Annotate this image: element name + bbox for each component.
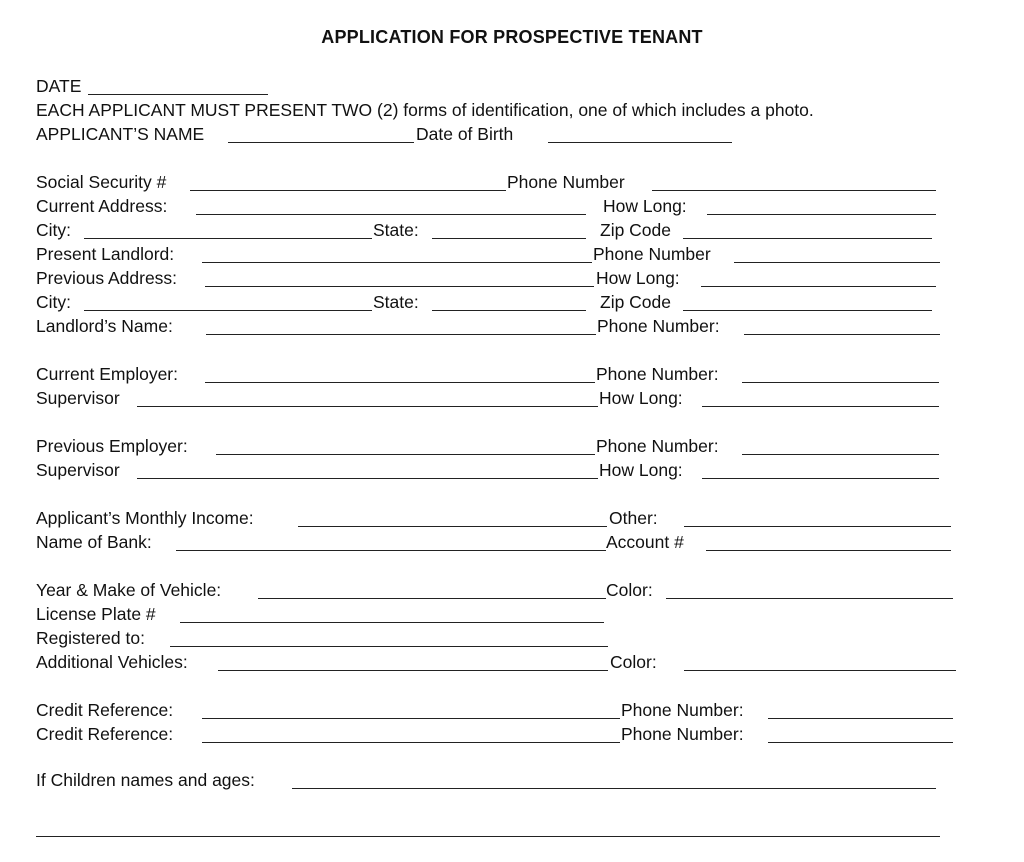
landlord-name-row xyxy=(0,316,1024,340)
supervisor2-label: Supervisor xyxy=(36,460,120,480)
plate-field[interactable] xyxy=(180,622,604,623)
city2-row xyxy=(0,292,1024,316)
vehicle-label: Year & Make of Vehicle: xyxy=(36,580,222,600)
supervisor2-row xyxy=(0,460,1024,484)
prev-how-long-label: How Long: xyxy=(596,268,680,288)
applicant-name-label: APPLICANT’S NAME xyxy=(36,124,205,144)
dob-field[interactable] xyxy=(548,142,732,143)
vehicle-color-label: Color: xyxy=(606,580,653,600)
children-field[interactable] xyxy=(292,788,936,789)
current-how-long-field[interactable] xyxy=(707,214,936,215)
income-field[interactable] xyxy=(298,526,607,527)
vehicle-field[interactable] xyxy=(258,598,606,599)
bank-label: Name of Bank: xyxy=(36,532,152,552)
previous-employer-label: Previous Employer: xyxy=(36,436,188,456)
date-row xyxy=(0,76,1024,100)
previous-employer-row xyxy=(0,436,1024,460)
current-address-field[interactable] xyxy=(196,214,586,215)
vehicle-color-field[interactable] xyxy=(666,598,953,599)
additional-vehicles-row xyxy=(0,652,1024,676)
credit-ref2-field[interactable] xyxy=(202,742,620,743)
id-notice-row xyxy=(0,100,1024,124)
plate-label: License Plate # xyxy=(36,604,156,624)
registered-field[interactable] xyxy=(170,646,608,647)
present-landlord-row xyxy=(0,244,1024,268)
ssn-row xyxy=(0,172,1024,196)
city-field[interactable] xyxy=(84,238,372,239)
plate-row xyxy=(0,604,1024,628)
applicant-name-row xyxy=(0,124,1024,148)
state-field[interactable] xyxy=(432,238,586,239)
phone-field[interactable] xyxy=(652,190,936,191)
account-field[interactable] xyxy=(706,550,951,551)
credit-ref1-phone-field[interactable] xyxy=(768,718,953,719)
supervisor-field[interactable] xyxy=(137,406,598,407)
credit-ref1-label: Credit Reference: xyxy=(36,700,174,720)
landlord-name-phone-label: Phone Number: xyxy=(597,316,720,336)
previous-employer-phone-label: Phone Number: xyxy=(596,436,719,456)
city-row xyxy=(0,220,1024,244)
supervisor-label: Supervisor xyxy=(36,388,120,408)
landlord-name-phone-field[interactable] xyxy=(744,334,940,335)
previous-employer-phone-field[interactable] xyxy=(742,454,939,455)
id-notice: EACH APPLICANT MUST PRESENT TWO (2) forms of identification, one of which includes a photo. xyxy=(36,100,814,120)
credit-ref1-phone-label: Phone Number: xyxy=(621,700,744,720)
dob-label: Date of Birth xyxy=(416,124,514,144)
other-income-label: Other: xyxy=(609,508,658,528)
credit-ref2-label: Credit Reference: xyxy=(36,724,174,744)
vehicle-row xyxy=(0,580,1024,604)
supervisor-how-long-field[interactable] xyxy=(702,406,939,407)
state2-field[interactable] xyxy=(432,310,586,311)
previous-address-row xyxy=(0,268,1024,292)
current-employer-label: Current Employer: xyxy=(36,364,178,384)
city-label: City: xyxy=(36,220,71,240)
state2-label: State: xyxy=(373,292,419,312)
landlord-phone-field[interactable] xyxy=(734,262,940,263)
credit-ref2-phone-field[interactable] xyxy=(768,742,953,743)
phone-label: Phone Number xyxy=(507,172,625,192)
prev-how-long-field[interactable] xyxy=(701,286,936,287)
credit-ref2-row xyxy=(0,724,1024,748)
other-income-field[interactable] xyxy=(684,526,951,527)
landlord-phone-label: Phone Number xyxy=(593,244,711,264)
landlord-name-label: Landlord’s Name: xyxy=(36,316,173,336)
income-row xyxy=(0,508,1024,532)
how-long-label: How Long: xyxy=(603,196,687,216)
current-employer-field[interactable] xyxy=(205,382,595,383)
account-label: Account # xyxy=(606,532,684,552)
previous-address-label: Previous Address: xyxy=(36,268,178,288)
additional-vehicles-field[interactable] xyxy=(218,670,608,671)
zip2-label: Zip Code xyxy=(600,292,672,312)
registered-row xyxy=(0,628,1024,652)
applicant-name-field[interactable] xyxy=(228,142,414,143)
previous-address-field[interactable] xyxy=(205,286,594,287)
date-label: DATE xyxy=(36,76,82,96)
children-label: If Children names and ages: xyxy=(36,770,255,790)
zip2-field[interactable] xyxy=(683,310,932,311)
previous-employer-field[interactable] xyxy=(216,454,595,455)
credit-ref1-row xyxy=(0,700,1024,724)
current-employer-phone-label: Phone Number: xyxy=(596,364,719,384)
supervisor-row xyxy=(0,388,1024,412)
additional-color-label: Color: xyxy=(610,652,657,672)
state-label: State: xyxy=(373,220,419,240)
ssn-field[interactable] xyxy=(190,190,506,191)
income-label: Applicant’s Monthly Income: xyxy=(36,508,254,528)
city2-field[interactable] xyxy=(84,310,372,311)
date-field[interactable] xyxy=(88,94,268,95)
additional-vehicles-label: Additional Vehicles: xyxy=(36,652,188,672)
children-row xyxy=(0,770,1024,794)
additional-color-field[interactable] xyxy=(684,670,956,671)
supervisor2-how-long-field[interactable] xyxy=(702,478,939,479)
current-address-row xyxy=(0,196,1024,220)
bank-row xyxy=(0,532,1024,556)
current-employer-phone-field[interactable] xyxy=(742,382,939,383)
bank-field[interactable] xyxy=(176,550,606,551)
present-landlord-label: Present Landlord: xyxy=(36,244,175,264)
present-landlord-field[interactable] xyxy=(202,262,592,263)
landlord-name-field[interactable] xyxy=(206,334,596,335)
credit-ref1-field[interactable] xyxy=(202,718,620,719)
supervisor-how-long-label: How Long: xyxy=(599,388,683,408)
supervisor2-how-long-label: How Long: xyxy=(599,460,683,480)
credit-ref2-phone-label: Phone Number: xyxy=(621,724,744,744)
zip-field[interactable] xyxy=(683,238,932,239)
ssn-label: Social Security # xyxy=(36,172,167,192)
supervisor2-field[interactable] xyxy=(137,478,598,479)
children-extra-line[interactable] xyxy=(36,836,940,837)
city2-label: City: xyxy=(36,292,71,312)
current-address-label: Current Address: xyxy=(36,196,168,216)
form-title: APPLICATION FOR PROSPECTIVE TENANT xyxy=(321,27,703,47)
current-employer-row xyxy=(0,364,1024,388)
registered-label: Registered to: xyxy=(36,628,145,648)
zip-label: Zip Code xyxy=(600,220,672,240)
